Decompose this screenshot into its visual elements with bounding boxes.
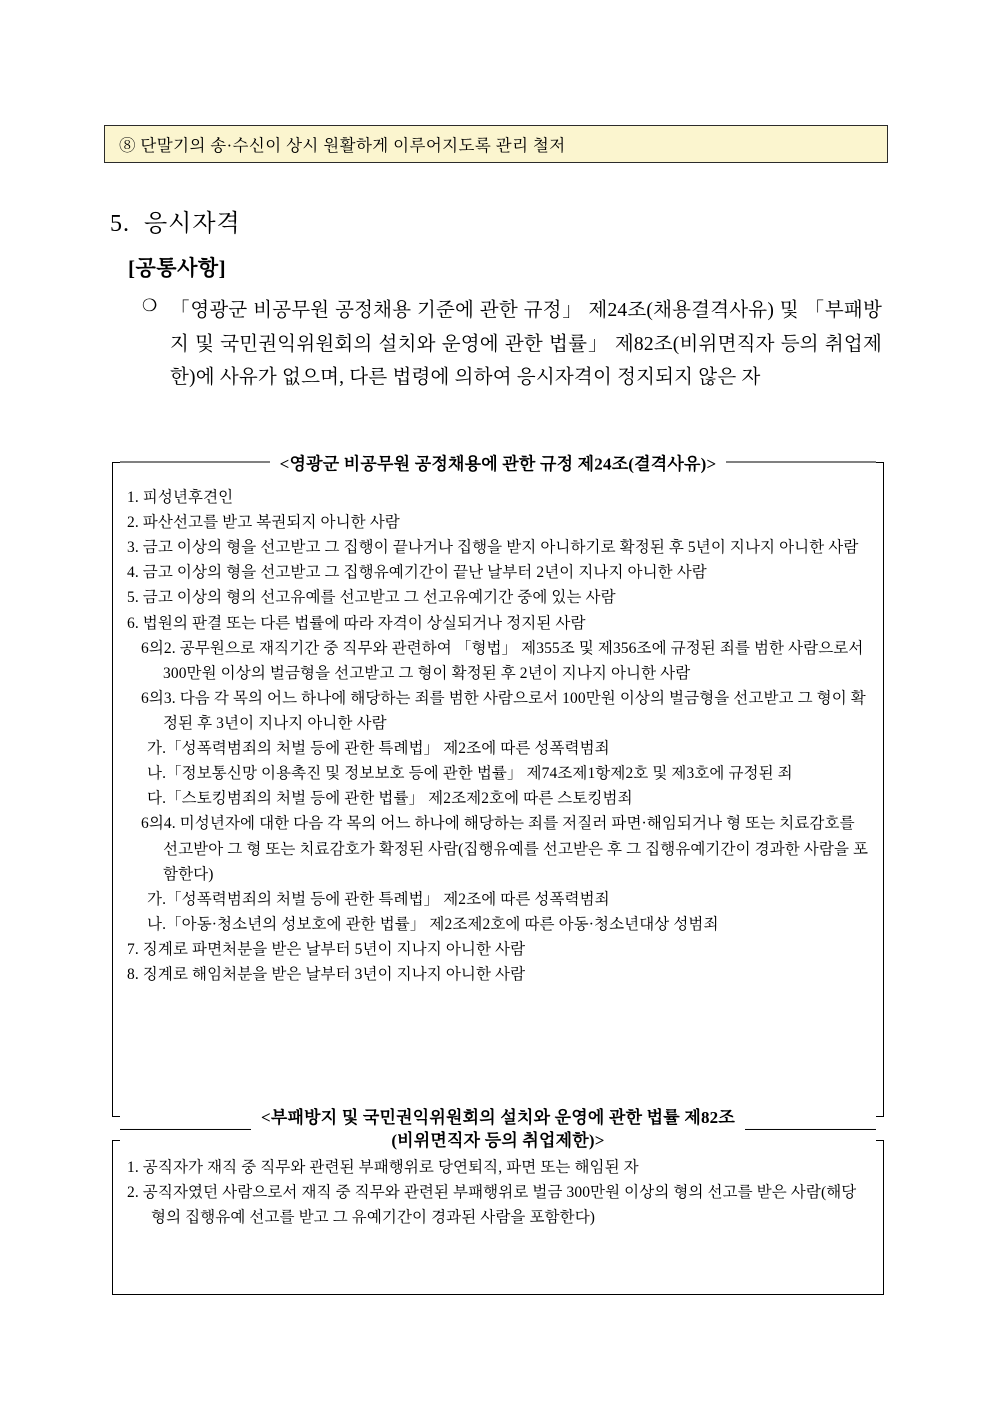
clause-item: 4. 금고 이상의 형을 선고받고 그 집행유예기간이 끝난 날부터 2년이 지나지 아니한 사람 — [127, 564, 707, 582]
law-box-article24-body — [113, 463, 883, 997]
clause-item: 8. 징계로 해임처분을 받은 날부터 3년이 지나지 아니한 사람 — [127, 966, 526, 984]
clause-item: 3. 금고 이상의 형을 선고받고 그 집행이 끝나거나 집행을 받지 아니하기로 확정된 후 5년이 지나지 아니한 사람 — [127, 539, 859, 557]
clause-item: 6의3. 다음 각 목의 어느 하나에 해당하는 죄를 범한 사람으로서 100만원 이상의 벌금형을 선고받고 그 형이 확정된 후 3년이 지나지 아니한 사람 — [141, 689, 866, 732]
law-box-article82-body — [113, 1141, 883, 1240]
clause-item: 1. 피성년후견인 — [127, 489, 234, 506]
clause-item: 5. 금고 이상의 형의 선고유예를 선고받고 그 선고유예기간 중에 있는 사람 — [127, 589, 616, 607]
clause-item: 6의4. 미성년자에 대한 다음 각 목의 어느 하나에 해당하는 죄를 저질러 파면·해임되거나 형 또는 치료감호를 선고받아 그 형 또는 치료감호가 확정된 사람(집행유예를 선고받은 후 그 집행유예기간이 경과한 사람을 포함한다) — [141, 815, 869, 883]
law-box-article82-caption-line1: <부패방지 및 국민권익위원회의 설치와 운영에 관한 법률 제82조 — [261, 1107, 735, 1127]
eligibility-bullet — [142, 294, 882, 395]
clause-item: 6의2. 공무원으로 재직기간 중 직무와 관련하여 「형법」 제355조 및 제356조에 규정된 죄를 범한 사람으로서 300만원 이상의 벌금형을 선고받고 그 형이 확정된 후 2년이 지나지 아니한 사람 — [141, 639, 864, 682]
law-box-article82-caption — [112, 1107, 884, 1153]
notice-banner — [104, 125, 888, 163]
law-box-article82 — [112, 1140, 884, 1295]
section-title: 응시자격 — [144, 211, 241, 237]
clause-subitem: 나.「아동·청소년의 성보호에 관한 법률」 제2조제2호에 따른 아동·청소년대상 성범죄 — [147, 915, 719, 933]
caption-rule-left — [120, 462, 270, 463]
caption-rule-right — [745, 1129, 876, 1130]
clause-subitem: 다.「스토킹범죄의 처벌 등에 관한 법률」 제2조제2호에 따른 스토킹범죄 — [147, 790, 633, 808]
clause-item: 2. 파산선고를 받고 복권되지 아니한 사람 — [127, 514, 400, 532]
eligibility-bullet-text: 「영광군 비공무원 공정채용 기준에 관한 규정」 제24조(채용결격사유) 및 「부패방지 및 국민권익위원회의 설치와 운영에 관한 법률」 제82조(비위면직자 등의 취업제한)에 사유가 없으며, 다른 법령에 의하여 응시자격이 정지되지 않은 자 — [170, 300, 882, 389]
law-box-article82-caption-line2: (비위면직자 등의 취업제한)> — [391, 1130, 605, 1150]
bullet-icon: ❍ — [142, 296, 158, 316]
caption-rule-left — [120, 1129, 251, 1130]
notice-banner-text: ⑧ 단말기의 송·수신이 상시 원활하게 이루어지도록 관리 철저 — [119, 136, 566, 155]
law-box-article24-caption — [112, 450, 884, 475]
clause-item: 2. 공직자였던 사람으로서 재직 중 직무와 관련된 부패행위로 벌금 300만원 이상의 형의 선고를 받은 사람(해당 형의 집행유예 선고를 받고 그 유예기간이 경과된 사람을 포함한다) — [127, 1184, 857, 1227]
section-subtitle: [공통사항] — [128, 256, 227, 280]
clause-subitem: 나.「정보통신망 이용촉진 및 정보보호 등에 관한 법률」 제74조제1항제2호 및 제3호에 규정된 죄 — [147, 765, 793, 783]
law-box-article24 — [112, 462, 884, 1117]
caption-rule-right — [726, 462, 876, 463]
law-box-article82-caption-text — [251, 1107, 745, 1153]
clause-item: 7. 징계로 파면처분을 받은 날부터 5년이 지나지 아니한 사람 — [127, 940, 526, 958]
page-title — [110, 203, 241, 238]
section-number: 5. — [110, 211, 130, 237]
clause-subitem: 가.「성폭력범죄의 처벌 등에 관한 특례법」 제2조에 따른 성폭력범죄 — [147, 740, 610, 758]
clause-item: 6. 법원의 판결 또는 다른 법률에 따라 자격이 상실되거나 정지된 사람 — [127, 614, 586, 632]
clause-subitem: 가.「성폭력범죄의 처벌 등에 관한 특례법」 제2조에 따른 성폭력범죄 — [147, 890, 610, 908]
clause-item: 1. 공직자가 재직 중 직무와 관련된 부패행위로 당연퇴직, 파면 또는 해임된 자 — [127, 1159, 639, 1176]
law-box-article24-caption-text: <영광군 비공무원 공정채용에 관한 규정 제24조(결격사유)> — [279, 454, 717, 474]
